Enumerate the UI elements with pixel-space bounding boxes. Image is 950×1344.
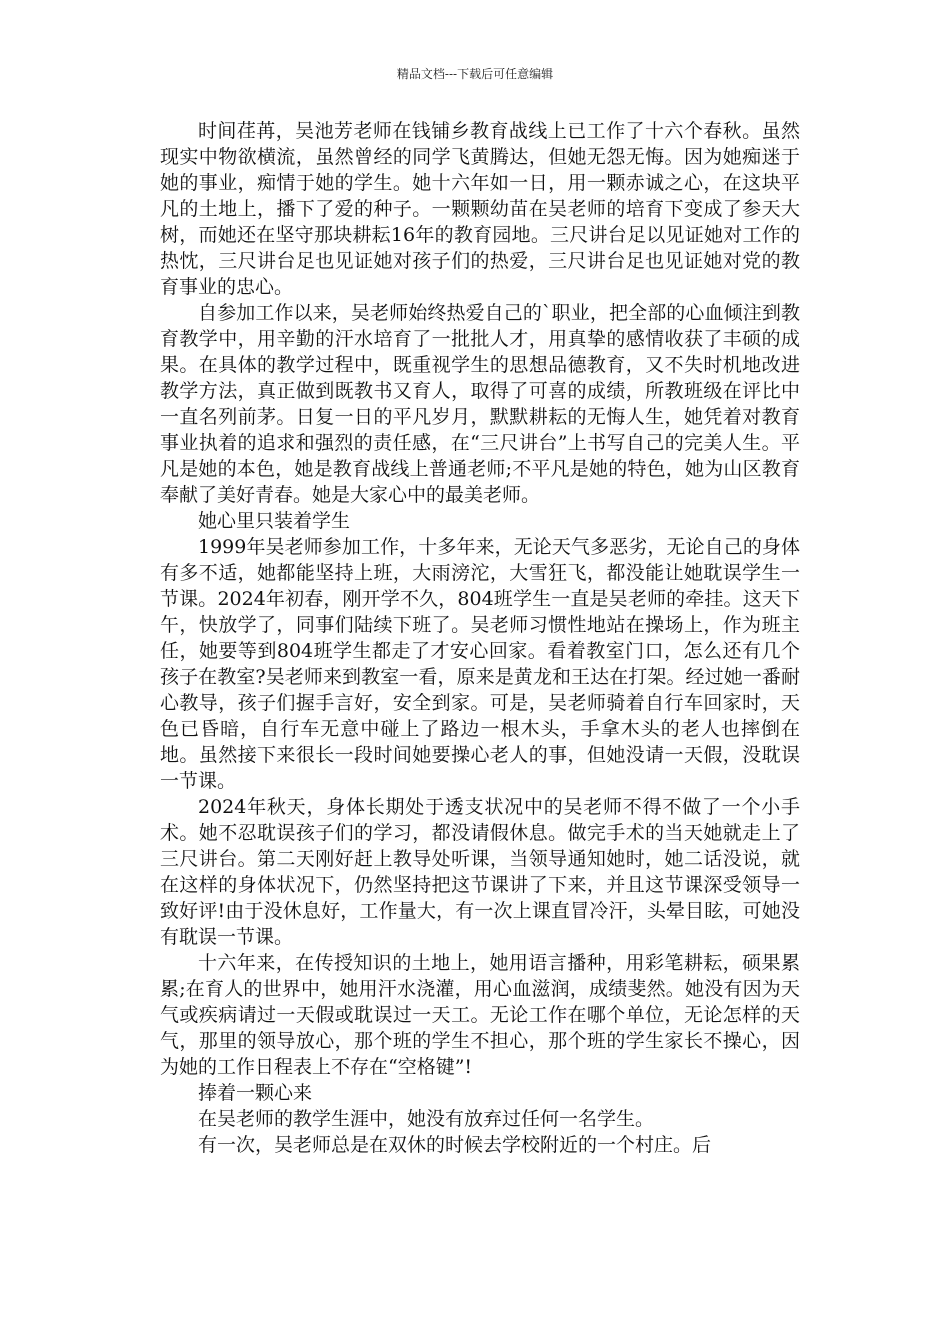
paragraph-career-no-abandon: 在吴老师的教学生涯中，她没有放弃过任何一名学生。 bbox=[198, 1108, 655, 1130]
paragraph-intro: 时间荏苒，吴池芳老师在钱铺乡教育战线上已工作了十六个春秋。虽然现实中物欲横流，虽然曾经的同学飞黄腾达，但她无怨无悔。因为她痴迷于她的事业，痴情于她的学生。她十六年如一日，用一颗赤诚之心，在这块平凡的土地上，播下了爱的种子。一颗颗幼苗在吴老师的培育下变成了参天大树，而她还在坚守那块耕耘16年的教育园地。三尺讲台足以见证她对工作的热忱，三尺讲台足也见证她对孩子们的热爱，三尺讲台足也见证她对党的教育事业的忠心。 bbox=[160, 120, 800, 298]
paragraph-1999: 1999年吴老师参加工作，十多年来，无论天气多恶劣，无论自己的身体有多不适，她都能坚持上班，大雨滂沱，大雪狂飞，都没能让她耽误学生一节课。2024年初春，刚开学不久，804班学生一直是吴老师的牵挂。这天下午，快放学了，同事们陆续下班了。吴老师习惯性地站在操场上，作为班主任，她要等到804班学生都走了才安心回家。看着教室门口，怎么还有几个孩子在教室?吴老师来到教室一看，原来是黄龙和王达在打架。经过她一番耐心教导，孩子们握手言好，安全到家。可是，吴老师骑着自行车回家时，天色已昏暗，自行车无意中碰上了路边一根木头，手拿木头的老人也摔倒在地。虽然接下来很长一段时间她要操心老人的事，但她没请一天假，没耽误一节课。 bbox=[160, 536, 800, 792]
document-body bbox=[160, 118, 800, 1158]
paragraph-sixteen-years: 十六年来，在传授知识的土地上，她用语言播种，用彩笔耕耘，硕果累累;在育人的世界中，她用汗水浇灌，用心血滋润，成绩斐然。她没有因为天气或疾病请过一天假或耽误过一天工。无论工作在哪个单位，无论怎样的天气，那里的领导放心，那个班的学生不担心，那个班的学生家长不操心，因为她的工作日程表上不存在“空格键”! bbox=[160, 952, 800, 1078]
paragraph-one-time: 有一次，吴老师总是在双休的时候去学校附近的一个村庄。后 bbox=[198, 1134, 712, 1156]
section-heading-heart: 捧着一颗心来 bbox=[198, 1082, 313, 1104]
paragraph-autumn: 2024年秋天，身体长期处于透支状况中的吴老师不得不做了一个小手术。她不忍耽误孩子们的学习，都没请假休息。做完手术的当天她就走上了三尺讲台。第二天刚好赶上教导处听课，当领导通知她时，她二话没说，就在这样的身体状况下，仍然坚持把这节课讲了下来，并且这节课深受领导一致好评!由于没休息好，工作量大，有一次上课直冒冷汗，头晕目眩，可她没有耽误一节课。 bbox=[160, 796, 800, 948]
paragraph-career: 自参加工作以来，吴老师始终热爱自己的`职业，把全部的心血倾注到教育教学中，用辛勤的汗水培育了一批批人才，用真挚的感情收获了丰硕的成果。在具体的教学过程中，既重视学生的思想品德教育，又不失时机地改进教学方法，真正做到既教书又育人，取得了可喜的成绩，所教班级在评比中一直名列前茅。日复一日的平凡岁月，默默耕耘的无悔人生，她凭着对教育事业执着的追求和强烈的责任感，在“三尺讲台”上书写自己的完美人生。平凡是她的本色，她是教育战线上普通老师;不平凡是她的特色，她为山区教育奉献了美好青春。她是大家心中的最美老师。 bbox=[160, 302, 800, 506]
page-header: 精品文档---下载后可任意编辑 bbox=[396, 67, 554, 81]
section-heading-students: 她心里只装着学生 bbox=[198, 510, 351, 532]
